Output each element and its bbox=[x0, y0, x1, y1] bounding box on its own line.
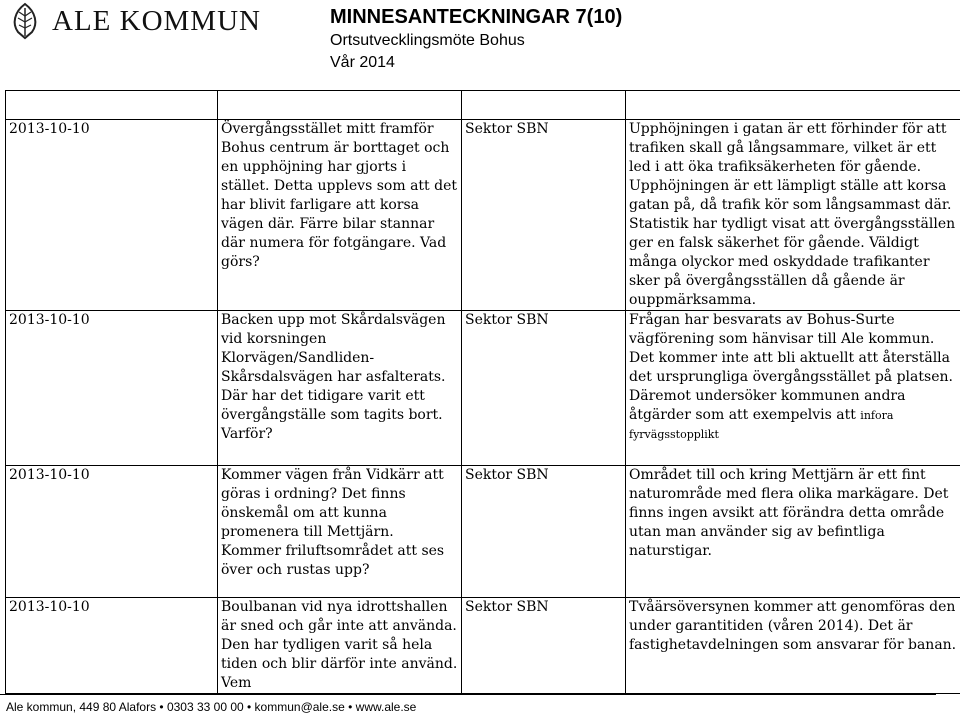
table-cell bbox=[462, 91, 626, 120]
ale-kommun-logo bbox=[8, 2, 261, 40]
row-date: 2013-10-10 bbox=[6, 120, 218, 311]
table-row bbox=[6, 466, 960, 598]
table-row bbox=[6, 598, 960, 694]
row-sektor: Sektor SBN bbox=[462, 466, 626, 598]
row-answer: Området till och kring Mettjärn är ett fint naturområde med flera olika markägare. Det finns ingen avsikt att förändra detta område utan man använder sig av befintliga naturstigar. bbox=[626, 466, 960, 598]
row-answer: Upphöjningen i gatan är ett förhinder för att trafiken skall gå långsammare, vilket är ett led i att öka trafiksäkerheten för gående. Upphöjningen är ett lämpligt ställe att korsa gatan på, då trafik kör som långsammast där. Statistik har tydligt visat att övergångsställen ger en falsk säkerhet för gående. Väldigt många olyckor med oskyddade trafikanter sker på övergångsställen då gående är ouppmärksamma. bbox=[626, 120, 960, 311]
logo-text: ALE KOMMUN bbox=[52, 5, 261, 37]
table-cell bbox=[626, 91, 960, 120]
document-title: MINNESANTECKNINGAR 7(10) bbox=[330, 6, 623, 28]
row-answer: Tvåärsöversynen kommer att genomföras den under garantitiden (våren 2014). Det är fastighetavdelningen som ansvarar för banan. bbox=[626, 598, 960, 694]
row-answer-cell bbox=[626, 311, 960, 466]
row-issue: Övergångsstället mitt framför Bohus centrum är borttaget och en upphöjning har gjorts i stället. Detta upplevs som att det har blivit farligare att korsa vägen där. Färre bilar stannar där numera för fotgängare. Vad görs? bbox=[218, 120, 462, 311]
footer-contact: Ale kommun, 449 80 Alafors • 0303 33 00 00 • kommun@ale.se • www.ale.se bbox=[6, 700, 417, 714]
leaf-icon bbox=[8, 2, 42, 40]
row-sektor: Sektor SBN bbox=[462, 120, 626, 311]
meeting-name: Ortsutvecklingsmöte Bohus bbox=[330, 32, 525, 49]
row-issue: Backen upp mot Skårdalsvägen vid korsningen Klorvägen/Sandliden-Skårsdalsvägen har asfalterats. Där har det tidigare varit ett övergångställe som tagits bort. Varför? bbox=[218, 311, 462, 466]
row-date: 2013-10-10 bbox=[6, 466, 218, 598]
footer-divider bbox=[0, 694, 936, 695]
row-date: 2013-10-10 bbox=[6, 311, 218, 466]
minutes-table bbox=[5, 90, 960, 694]
row-answer-small: infora fyrvägsstopplikt bbox=[629, 409, 894, 441]
table-cell bbox=[6, 91, 218, 120]
row-sektor: Sektor SBN bbox=[462, 598, 626, 694]
row-date: 2013-10-10 bbox=[6, 598, 218, 694]
row-issue: Kommer vägen från Vidkärr att göras i ordning? Det finns önskemål om att kunna promenera till Mettjärn. Kommer friluftsområdet att ses över och rustas upp? bbox=[218, 466, 462, 598]
table-cell bbox=[218, 91, 462, 120]
table-row bbox=[6, 311, 960, 466]
document-header bbox=[330, 4, 622, 74]
row-sektor: Sektor SBN bbox=[462, 311, 626, 466]
row-answer: Frågan har besvarats av Bohus-Surte vägförening som hänvisar till Ale kommun. Det kommer inte att bli aktuellt att återställa det ursprungliga övergångsstället på platsen. Däremot undersöker kommunen andra åtgärder som att exempelvis att bbox=[629, 312, 953, 423]
meeting-period: Vår 2014 bbox=[330, 54, 395, 71]
row-issue: Boulbanan vid nya idrottshallen är sned och går inte att använda. Den har tydligen varit så hela tiden och blir därför inte använd. Vem bbox=[218, 598, 462, 694]
table-row bbox=[6, 120, 960, 311]
table-row bbox=[6, 91, 960, 120]
